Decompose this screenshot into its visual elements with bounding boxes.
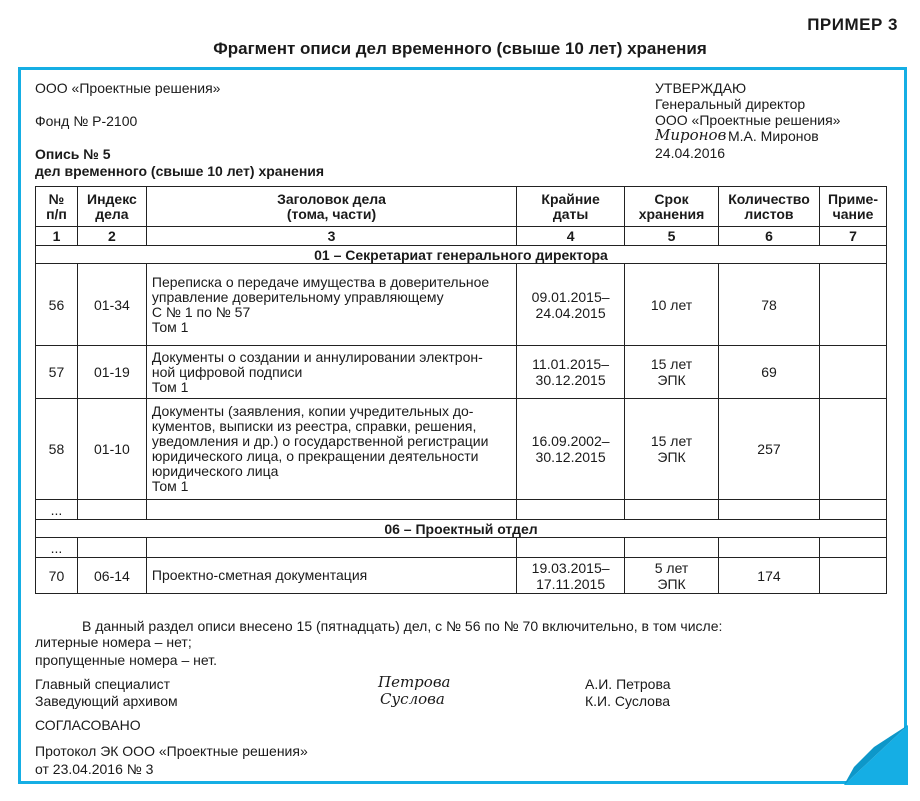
- inventory-table: [35, 186, 887, 594]
- signer-signature: Суслова: [380, 690, 445, 708]
- header-dates: Крайние даты: [517, 187, 625, 227]
- approval-org: ООО «Проектные решения»: [655, 112, 841, 128]
- row-note: [819, 399, 886, 500]
- header-term: Срок хранения: [625, 187, 719, 227]
- row-dates: 19.03.2015– 17.11.2015: [517, 558, 625, 594]
- signer-name: А.И. Петрова: [585, 676, 671, 692]
- row-term: 15 лет ЭПК: [625, 399, 719, 500]
- section-title: 06 – Проектный отдел: [36, 520, 887, 538]
- row-term: 15 лет ЭПК: [625, 346, 719, 399]
- inventory-number: Опись № 5: [35, 146, 111, 162]
- section-row: [36, 520, 887, 538]
- row-title: Документы (заявления, копии учредительных до- кументов, выписки из реестра, справки, решения, уведомления и др.) о государственной регистрации юридического лица, о прекращении деятельности юридического лица Том 1: [146, 399, 516, 500]
- table-row: [36, 264, 887, 346]
- row-note: [819, 264, 886, 346]
- agreed-label: СОГЛАСОВАНО: [35, 717, 141, 733]
- row-title: Документы о создании и аннулировании электрон- ной цифровой подписи Том 1: [146, 346, 516, 399]
- summary-line: литерные номера – нет;: [35, 634, 192, 650]
- header-notes: Приме- чание: [819, 187, 886, 227]
- ellipsis: ...: [36, 500, 78, 520]
- section-row: [36, 246, 887, 264]
- protocol-line: от 23.04.2016 № 3: [35, 761, 154, 777]
- row-dates: 09.01.2015– 24.04.2015: [517, 264, 625, 346]
- column-number: 7: [819, 227, 886, 246]
- row-note: [819, 346, 886, 399]
- row-num: 56: [36, 264, 78, 346]
- row-index: 01-19: [77, 346, 146, 399]
- signer-signature: Петрова: [378, 673, 451, 691]
- column-number-row: [36, 227, 887, 246]
- header-sheets: Количество листов: [719, 187, 820, 227]
- row-sheets: 174: [719, 558, 820, 594]
- approval-title: УТВЕРЖДАЮ: [655, 80, 747, 96]
- row-sheets: 78: [719, 264, 820, 346]
- row-index: 01-34: [77, 264, 146, 346]
- summary-line: В данный раздел описи внесено 15 (пятнадцать) дел, с № 56 по № 70 включительно, в том числе:: [82, 618, 723, 634]
- row-num: 57: [36, 346, 78, 399]
- row-sheets: 257: [719, 399, 820, 500]
- row-index: 06-14: [77, 558, 146, 594]
- ellipsis-row: [36, 538, 887, 558]
- column-number: 1: [36, 227, 78, 246]
- signer-name: К.И. Суслова: [585, 693, 671, 709]
- table-row: [36, 399, 887, 500]
- ellipsis-row: [36, 500, 887, 520]
- column-number: 2: [77, 227, 146, 246]
- row-index: 01-10: [77, 399, 146, 500]
- page-curl-corner: [844, 725, 908, 785]
- table-row: [36, 346, 887, 399]
- example-label: ПРИМЕР 3: [807, 15, 898, 34]
- column-number: 3: [146, 227, 516, 246]
- row-term: 10 лет: [625, 264, 719, 346]
- section-title: 01 – Секретариат генерального директора: [36, 246, 887, 264]
- row-title: Переписка о передаче имущества в доверительное управление доверительному управляющему С № 1 по № 57 Том 1: [146, 264, 516, 346]
- summary-line: пропущенные номера – нет.: [35, 652, 217, 668]
- signer-position: Главный специалист: [35, 676, 171, 692]
- table-row: [36, 558, 887, 594]
- document-title: Фрагмент описи дел временного (свыше 10 лет) хранения: [213, 39, 707, 58]
- row-dates: 11.01.2015– 30.12.2015: [517, 346, 625, 399]
- ellipsis: ...: [36, 538, 78, 558]
- approval-date: 24.04.2016: [655, 145, 726, 161]
- column-number: 4: [517, 227, 625, 246]
- header-row: [36, 187, 887, 227]
- row-sheets: 69: [719, 346, 820, 399]
- protocol-line: Протокол ЭК ООО «Проектные решения»: [35, 743, 308, 759]
- fund-number: Фонд № Р-2100: [35, 113, 138, 129]
- approval-name: М.А. Миронов: [728, 128, 819, 144]
- signer-position: Заведующий архивом: [35, 693, 178, 709]
- approval-position: Генеральный директор: [655, 96, 806, 112]
- row-note: [819, 558, 886, 594]
- director-signature: Миронов: [655, 126, 727, 144]
- column-number: 6: [719, 227, 820, 246]
- row-term: 5 лет ЭПК: [625, 558, 719, 594]
- inventory-subtitle: дел временного (свыше 10 лет) хранения: [35, 163, 325, 179]
- row-dates: 16.09.2002– 30.12.2015: [517, 399, 625, 500]
- header-num: № п/п: [36, 187, 78, 227]
- row-title: Проектно-сметная документация: [146, 558, 516, 594]
- header-title: Заголовок дела (тома, части): [146, 187, 516, 227]
- header-index: Индекс дела: [77, 187, 146, 227]
- row-num: 70: [36, 558, 78, 594]
- organization-name: ООО «Проектные решения»: [35, 80, 221, 96]
- column-number: 5: [625, 227, 719, 246]
- row-num: 58: [36, 399, 78, 500]
